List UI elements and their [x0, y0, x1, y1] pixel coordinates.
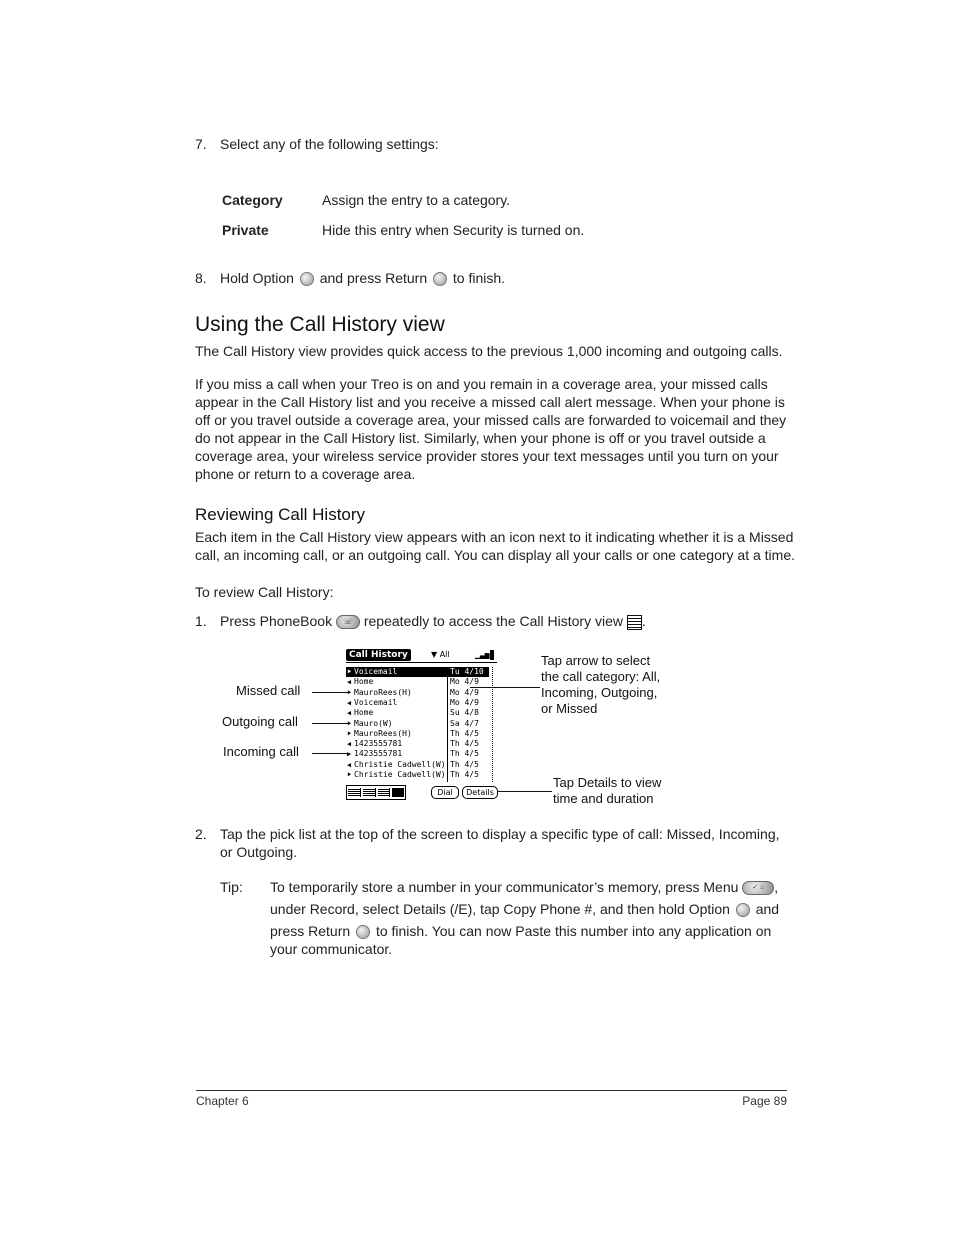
tip-text: press Return	[270, 923, 351, 939]
missed-call-icon: ⯈	[346, 729, 352, 738]
call-name: Voicemail	[354, 667, 398, 676]
details-button[interactable]: Details	[462, 786, 498, 799]
phonebook-key-icon: ☏	[336, 615, 360, 629]
subsection-paragraph	[195, 528, 795, 564]
tip-line-1	[270, 878, 778, 896]
callout-line-arrow	[470, 687, 540, 688]
paragraph-line: If you miss a call when your Treo is on and you remain in a coverage area, your missed calls	[195, 376, 768, 392]
call-name: Home	[354, 677, 374, 687]
intro-paragraph: The Call History view provides quick access to the previous 1,000 incoming and outgoing calls.	[195, 343, 783, 359]
call-history-row[interactable]	[346, 739, 489, 749]
missed-call-icon: ⯈	[346, 688, 352, 697]
tip-label: Tip:	[220, 879, 243, 895]
title-underline	[346, 662, 497, 663]
setting-desc-category: Assign the entry to a category.	[322, 192, 511, 208]
procedure-title: To review Call History:	[195, 584, 334, 600]
paragraph-line: phone or return to a coverage area.	[195, 466, 416, 482]
setting-desc-private: Hide this entry when Security is turned on.	[322, 222, 585, 238]
call-name: Christie Cadwell(W)	[354, 770, 446, 779]
paragraph-line: or Outgoing.	[220, 844, 298, 860]
paragraph-line: Tap the pick list at the top of the screen to display a specific type of call: Missed, Incoming,	[220, 826, 780, 842]
callout-line-text: the call category: All,	[541, 669, 661, 684]
step-8-number: 8.	[195, 270, 207, 286]
step-1-line	[220, 612, 646, 630]
callout-arrow	[541, 653, 660, 717]
call-date: Tu 4/10	[450, 667, 484, 676]
step-1-number: 1.	[195, 613, 207, 629]
call-name: Christie Cadwell(W)	[354, 759, 446, 769]
call-history-row[interactable]	[346, 729, 489, 739]
return-key-icon	[433, 272, 447, 286]
signal-icon: ▁▃▅	[475, 650, 490, 659]
category-picker[interactable]	[431, 649, 450, 661]
paragraph-line: appear in the Call History list and you receive a missed call alert message. When your phone is	[195, 394, 785, 410]
call-date: Th 4/5	[450, 759, 479, 769]
callout-line-outgoing	[312, 723, 350, 724]
callout-line-text: Tap Details to view	[553, 775, 662, 790]
callout-line-details	[497, 791, 552, 792]
dial-button[interactable]: Dial	[431, 786, 459, 799]
step-2-text	[220, 825, 790, 861]
call-name: MauroRees(H)	[354, 728, 412, 738]
call-history-row[interactable]	[346, 677, 489, 687]
outgoing-call-icon: ◀	[346, 709, 352, 718]
view-tab-icon[interactable]	[378, 788, 391, 797]
outgoing-call-icon: ◀	[346, 698, 352, 707]
call-history-row[interactable]	[346, 708, 489, 718]
call-name: Mauro(W)	[354, 718, 393, 728]
call-date: Mo 4/9	[450, 687, 479, 697]
call-date: Th 4/5	[450, 739, 479, 749]
call-name: 1423555781	[354, 749, 403, 759]
step-1-text-1: Press PhoneBook	[220, 613, 333, 629]
footer-page: Page 89	[742, 1094, 787, 1108]
call-history-row[interactable]	[346, 760, 489, 770]
tip-text: under Record, select Details (/E), tap Copy Phone #, and then hold Option	[270, 901, 730, 917]
call-history-view-icon	[627, 615, 642, 630]
category-arrow-icon: ▼	[431, 650, 438, 659]
tip-text: To temporarily store a number in your communicator’s memory, press Menu	[270, 879, 739, 895]
call-name: 1423555781	[354, 739, 403, 749]
step-8-text-1: Hold Option	[220, 270, 294, 286]
paragraph-line: do not appear in the Call History list. Similarly, when your phone is off or you travel outside a	[195, 430, 766, 446]
callout-line-incoming	[312, 753, 350, 754]
callout-line-text: time and duration	[553, 791, 654, 806]
call-history-row[interactable]	[346, 749, 489, 759]
step-8-text-2: and press Return	[319, 270, 428, 286]
callout-line-text: Incoming, Outgoing,	[541, 685, 658, 700]
step-7-number: 7.	[195, 136, 207, 152]
battery-icon	[490, 650, 494, 660]
call-history-row[interactable]	[346, 719, 489, 729]
footer-chapter: Chapter 6	[196, 1094, 249, 1108]
paragraph-line: Each item in the Call History view appears with an icon next to it indicating whether it is a Missed	[195, 529, 794, 545]
call-name: Voicemail	[354, 697, 398, 707]
view-tab-icon[interactable]	[363, 788, 376, 797]
footer-rule	[196, 1090, 787, 1091]
setting-term-private: Private	[222, 222, 269, 238]
subsection-title: Reviewing Call History	[195, 505, 366, 524]
call-date: Th 4/5	[450, 770, 479, 779]
call-date: Mo 4/9	[450, 677, 479, 687]
missed-call-icon: ⯈	[346, 771, 352, 779]
option-key-icon	[300, 272, 314, 286]
option-key-icon	[736, 903, 750, 917]
missed-calls-paragraph	[195, 375, 795, 483]
callout-missed-call: Missed call	[236, 683, 301, 698]
section-title: Using the Call History view	[195, 313, 445, 336]
step-2-number: 2.	[195, 826, 207, 842]
callout-incoming-call: Incoming call	[223, 744, 299, 759]
missed-call-icon: ⯈	[346, 719, 352, 728]
step-8-text-3: to finish.	[452, 270, 506, 286]
call-date: Th 4/5	[450, 749, 479, 759]
call-history-screenshot	[345, 647, 499, 801]
tip-line-4: your communicator.	[270, 941, 393, 957]
scrollbar[interactable]	[492, 667, 497, 782]
tip-line-2	[270, 900, 779, 918]
call-history-row[interactable]	[346, 770, 489, 780]
tip-text: and	[755, 901, 780, 917]
paragraph-line: off or you travel outside a coverage area, your missed calls are forwarded to voicemail and they	[195, 412, 787, 428]
call-history-title: Call History	[346, 649, 411, 661]
call-date: Mo 4/9	[450, 697, 479, 707]
callout-outgoing-call: Outgoing call	[222, 714, 298, 729]
call-history-tab-icon[interactable]	[392, 788, 404, 797]
paragraph-line: coverage area, your wireless service provider stores your text messages until you turn on your	[195, 448, 779, 464]
return-key-icon	[356, 925, 370, 939]
call-name: Home	[354, 708, 374, 718]
setting-term-category: Category	[222, 192, 283, 208]
outgoing-call-icon: ◀	[346, 760, 352, 769]
step-1-text-2: repeatedly to access the Call History view	[363, 613, 623, 629]
tip-text: ,	[774, 879, 779, 895]
view-tab-icon[interactable]	[348, 788, 361, 797]
step-7-text: Select any of the following settings:	[220, 136, 439, 152]
step-1-text-3: .	[641, 613, 646, 629]
incoming-call-icon: ▶	[346, 750, 352, 759]
category-label: All	[439, 650, 450, 659]
call-name: MauroRees(H)	[354, 687, 412, 697]
callout-details	[553, 775, 661, 807]
call-date: Su 4/8	[450, 708, 479, 718]
callout-line-text: Tap arrow to select	[541, 653, 651, 668]
missed-call-icon: ⯈	[346, 668, 352, 676]
paragraph-line: call, an incoming call, or an outgoing call. You can display all your calls or one category at a time.	[195, 547, 796, 563]
call-history-row[interactable]	[346, 698, 489, 708]
call-history-row[interactable]	[346, 688, 489, 698]
menu-key-icon: ✓ ⌂	[742, 881, 774, 895]
tip-line-3	[270, 922, 771, 940]
callout-line-text: or Missed	[541, 701, 598, 716]
call-history-row[interactable]	[346, 667, 489, 677]
call-date: Sa 4/7	[450, 718, 479, 728]
outgoing-call-icon: ◀	[346, 740, 352, 749]
step-8-line	[220, 269, 505, 287]
outgoing-call-icon: ◀	[346, 678, 352, 687]
view-tabs[interactable]	[346, 785, 406, 800]
call-date: Th 4/5	[450, 728, 479, 738]
tip-text: to finish. You can now Paste this number into any application on	[375, 923, 772, 939]
callout-line-missed	[312, 692, 350, 693]
